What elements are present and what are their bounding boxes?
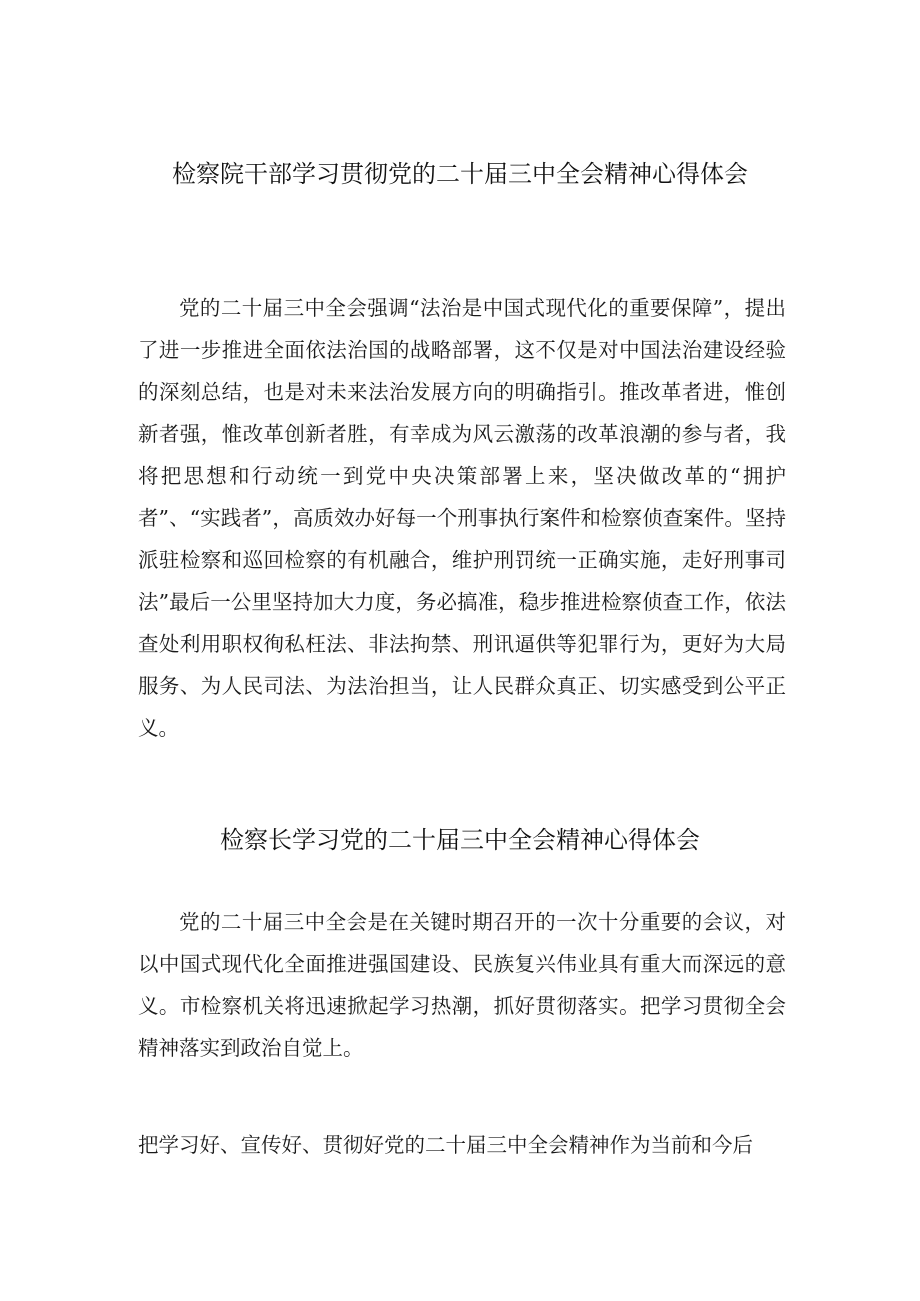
section-title-1: 检察院干部学习贯彻党的二十届三中全会精神心得体会: [172, 160, 748, 188]
section-1-paragraph-1: 党的二十届三中全会强调“法治是中国式现代化的重要保障”，提出了进一步推进全面依法治国的战略部署，这不仅是对中国法治建设经验的深刻总结，也是对未来法治发展方向的明确指引。推改革者进，惟创新者强，惟改革创新者胜，有幸成为风云激荡的改革浪潮的参与者，我将把思想和行动统一到党中央决策部署上来，坚决做改革的“拥护者”、“实践者”，高质效办好每一个刑事执行案件和检察侦查案件。坚持派驻检察和巡回检察的有机融合，维护刑罚统一正确实施，走好刑事司法”最后一公里坚持加大力度，务必搞准，稳步推进检察侦查工作，依法查处利用职权徇私枉法、非法拘禁、刑讯逼供等犯罪行为，更好为大局服务、为人民司法、为法治担当，让人民群众真正、切实感受到公平正义。: [138, 296, 786, 740]
section-2-paragraph-1: 党的二十届三中全会是在关键时期召开的一次十分重要的会议，对以中国式现代化全面推进强国建设、民族复兴伟业具有重大而深远的意义。市检察机关将迅速掀起学习热潮，抓好贯彻落实。把学习贯彻全会精神落实到政治自觉上。: [138, 910, 786, 1060]
section-2-paragraph-2: 把学习好、宣传好、贯彻好党的二十届三中全会精神作为当前和今后: [138, 1133, 753, 1157]
section-title-2: 检察长学习党的二十届三中全会精神心得体会: [220, 826, 700, 854]
